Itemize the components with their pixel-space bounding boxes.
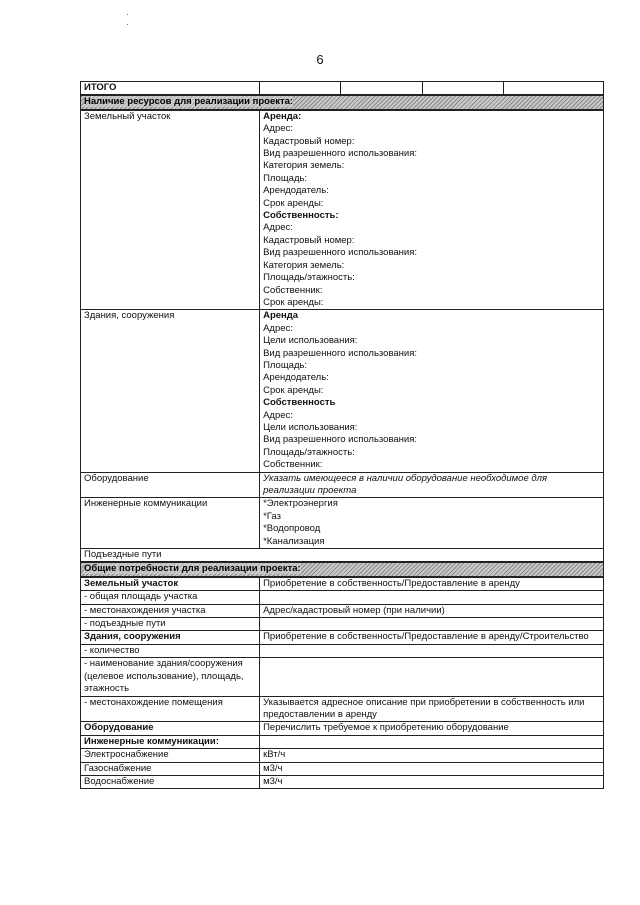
- detail-line: Кадастровый номер:: [263, 135, 355, 147]
- detail-line: Собственность:: [263, 210, 339, 222]
- resources-header-row: [81, 95, 604, 109]
- needs-row: [81, 749, 604, 762]
- detail-line: Собственник:: [263, 459, 323, 471]
- needs-row: [81, 722, 604, 735]
- equipment-row: [81, 472, 604, 498]
- needs-row-label: - количество: [81, 644, 260, 657]
- detail-line: Адрес:: [263, 123, 293, 135]
- needs-row: [81, 604, 604, 617]
- detail-line: Вид разрешенного использования:: [263, 148, 418, 160]
- needs-row: [81, 591, 604, 604]
- needs-row-value: [260, 644, 604, 657]
- detail-line: Срок аренды:: [263, 384, 324, 396]
- detail-line: Срок аренды:: [263, 197, 324, 209]
- scan-speck: [127, 24, 128, 25]
- detail-line: Аренда: [263, 310, 299, 322]
- needs-row-label: Водоснабжение: [81, 775, 260, 788]
- needs-row-label: - местонахождение помещения: [81, 696, 260, 722]
- itogo-cell: [504, 82, 604, 96]
- scan-speck: [127, 14, 128, 15]
- needs-row-label: - местонахождения участка: [81, 604, 260, 617]
- detail-line: Категория земель:: [263, 259, 345, 271]
- detail-line: Адрес:: [263, 222, 293, 234]
- detail-line: Вид разрешенного использования:: [263, 434, 418, 446]
- detail-line: Цели использования:: [263, 335, 358, 347]
- detail-line: Собственник:: [263, 284, 323, 296]
- engineering-details: [260, 498, 604, 549]
- detail-line: Адрес:: [263, 322, 293, 334]
- needs-row-value: [260, 591, 604, 604]
- needs-row-label: Электроснабжение: [81, 749, 260, 762]
- itogo-label: ИТОГО: [81, 82, 260, 96]
- engineering-row: [81, 498, 604, 549]
- roads-label: Подъездные пути: [81, 549, 604, 563]
- page-number: 6: [316, 52, 324, 67]
- buildings-label: Здания, сооружения: [81, 310, 260, 472]
- detail-line: Срок аренды:: [263, 296, 324, 308]
- roads-row: [81, 549, 604, 563]
- needs-row: [81, 696, 604, 722]
- engineering-item: *Газ: [263, 510, 281, 522]
- needs-row-value: м3/ч: [260, 775, 604, 788]
- detail-line: Вид разрешенного использования:: [263, 247, 418, 259]
- detail-line: Кадастровый номер:: [263, 234, 355, 246]
- detail-line: Площадь:: [263, 359, 308, 371]
- needs-row: [81, 618, 604, 631]
- needs-row: [81, 762, 604, 775]
- detail-line: Вид разрешенного использования:: [263, 347, 418, 359]
- buildings-details: [260, 310, 604, 472]
- detail-line: Арендодатель:: [263, 372, 329, 384]
- needs-row: [81, 631, 604, 644]
- needs-header: Общие потребности для реализации проекта:: [81, 562, 604, 576]
- needs-row-value: Приобретение в собственность/Предоставление в аренду: [260, 577, 604, 591]
- needs-row-value: [260, 618, 604, 631]
- needs-row-label: Земельный участок: [81, 577, 260, 591]
- detail-line: Площадь/этажность:: [263, 272, 355, 284]
- needs-row-value: кВт/ч: [260, 749, 604, 762]
- itogo-cell: [422, 82, 503, 96]
- engineering-item: *Электроэнергия: [263, 498, 338, 510]
- engineering-item: *Канализация: [263, 535, 325, 547]
- resources-header: Наличие ресурсов для реализации проекта:: [81, 95, 604, 109]
- itogo-cell: [341, 82, 422, 96]
- detail-line: Площадь:: [263, 172, 308, 184]
- detail-line: Площадь/этажность:: [263, 446, 355, 458]
- detail-line: Аренда:: [263, 110, 302, 122]
- needs-row-value: Приобретение в собственность/Предоставление в аренду/Строительство: [260, 631, 604, 644]
- detail-line: Адрес:: [263, 409, 293, 421]
- needs-row-label: - наименование здания/сооружения (целевое использование), площадь, этажность: [81, 658, 260, 696]
- engineering-item: *Водопровод: [263, 523, 321, 535]
- detail-line: Собственность: [263, 397, 336, 409]
- project-resources-table: [80, 81, 604, 789]
- itogo-row: [81, 82, 604, 96]
- needs-row: [81, 577, 604, 591]
- needs-row: [81, 658, 604, 696]
- needs-row: [81, 644, 604, 657]
- needs-row-value: [260, 735, 604, 748]
- needs-row-value: Перечислить требуемое к приобретению оборудование: [260, 722, 604, 735]
- needs-row-label: Оборудование: [81, 722, 260, 735]
- needs-row-value: [260, 658, 604, 696]
- buildings-row: [81, 310, 604, 472]
- equipment-value: Указать имеющееся в наличии оборудование необходимое для реализации проекта: [260, 472, 604, 498]
- land-details: [260, 110, 604, 310]
- needs-row-label: Инженерные коммуникации:: [81, 735, 260, 748]
- engineering-label: Инженерные коммуникации: [81, 498, 260, 549]
- needs-row-value: Адрес/кадастровый номер (при наличии): [260, 604, 604, 617]
- needs-row: [81, 775, 604, 788]
- needs-header-row: [81, 562, 604, 576]
- detail-line: Арендодатель:: [263, 185, 329, 197]
- needs-row-label: Здания, сооружения: [81, 631, 260, 644]
- itogo-cell: [260, 82, 341, 96]
- needs-row-label: - общая площадь участка: [81, 591, 260, 604]
- needs-row-label: - подъездные пути: [81, 618, 260, 631]
- equipment-label: Оборудование: [81, 472, 260, 498]
- detail-line: Категория земель:: [263, 160, 345, 172]
- land-row: [81, 110, 604, 310]
- needs-row-value: Указывается адресное описание при приобретении в собственность или предоставлении в аренду: [260, 696, 604, 722]
- needs-row-label: Газоснабжение: [81, 762, 260, 775]
- needs-row-value: м3/ч: [260, 762, 604, 775]
- land-label: Земельный участок: [81, 110, 260, 310]
- detail-line: Цели использования:: [263, 421, 358, 433]
- needs-row: [81, 735, 604, 748]
